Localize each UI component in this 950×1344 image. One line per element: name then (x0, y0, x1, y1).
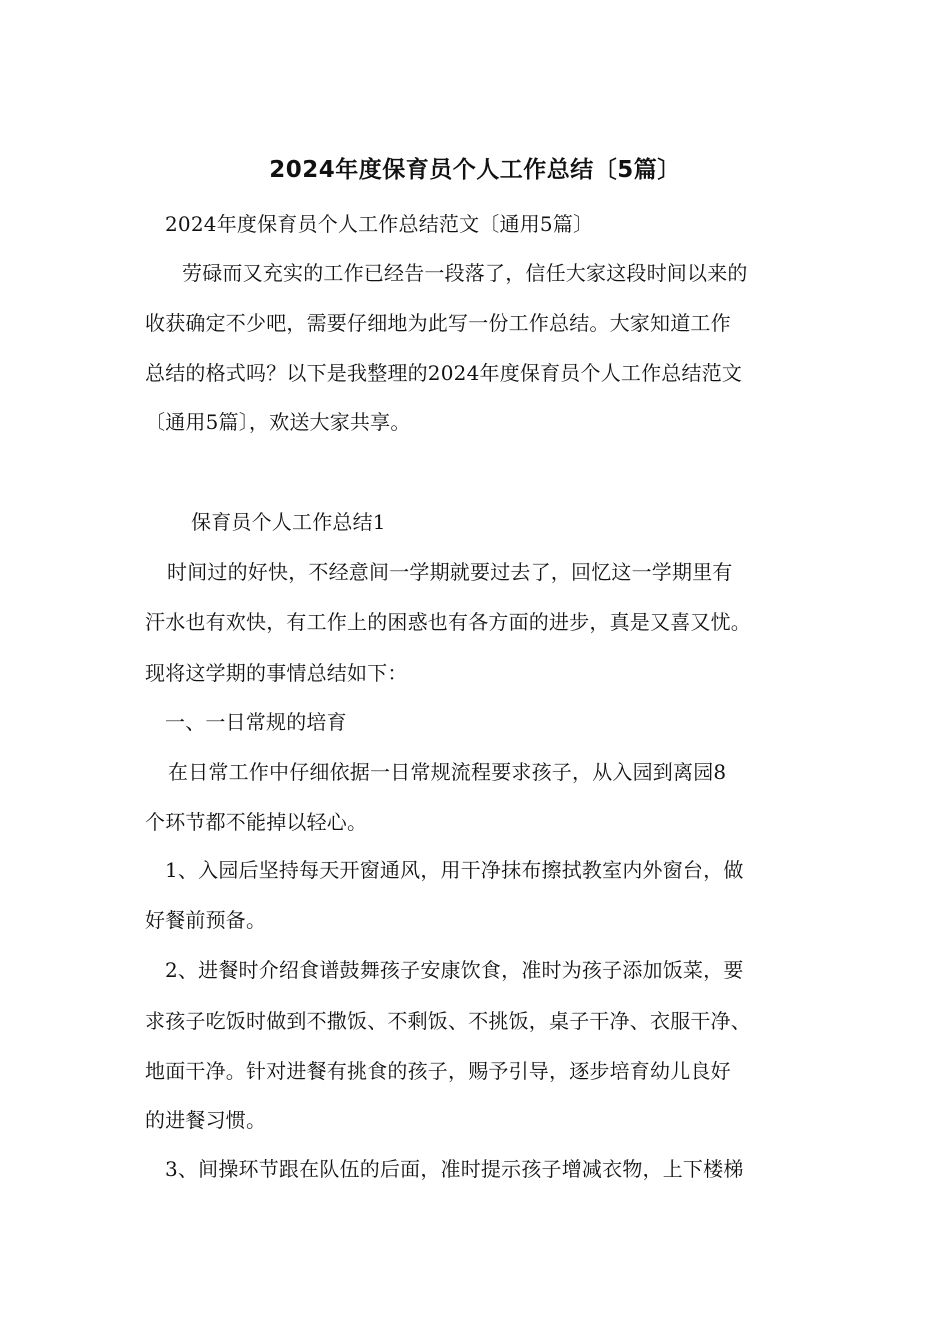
list-item-line: 1、入园后坚持每天开窗通风，用干净抹布擦拭教室内外窗台，做 (165, 858, 744, 882)
paragraph-line: 〔通用5篇〕，欢送大家共享。 (145, 410, 411, 434)
paragraph-line: 在日常工作中仔细依据一日常规流程要求孩子，从入园到离园8 (168, 760, 727, 784)
subsection-heading: 一、一日常规的培育 (165, 710, 347, 734)
subtitle-line: 2024年度保育员个人工作总结范文〔通用5篇〕 (165, 212, 594, 236)
section-heading: 保育员个人工作总结1 (191, 510, 386, 534)
document-title: 2024年度保育员个人工作总结〔5篇〕 (269, 157, 681, 183)
paragraph-line: 汗水也有欢快，有工作上的困惑也有各方面的进步，真是又喜又忧。 (145, 610, 751, 634)
paragraph-line: 时间过的好快，不经意间一学期就要过去了，回忆这一学期里有 (167, 560, 733, 584)
list-item-line: 2、进餐时介绍食谱鼓舞孩子安康饮食，准时为孩子添加饭菜，要 (165, 958, 744, 982)
paragraph-line: 收获确定不少吧，需要仔细地为此写一份工作总结。大家知道工作 (145, 311, 731, 335)
paragraph-line: 劳碌而又充实的工作已经告一段落了，信任大家这段时间以来的 (182, 261, 748, 285)
list-item-line: 3、间操环节跟在队伍的后面，准时提示孩子增减衣物，上下楼梯 (165, 1157, 744, 1181)
list-item-line: 地面干净。针对进餐有挑食的孩子，赐予引导，逐步培育幼儿良好 (145, 1059, 731, 1083)
list-item-line: 的进餐习惯。 (145, 1108, 267, 1132)
list-item-line: 求孩子吃饭时做到不撒饭、不剩饭、不挑饭，桌子干净、衣服干净、 (145, 1009, 751, 1033)
paragraph-line: 现将这学期的事情总结如下： (145, 661, 408, 685)
paragraph-line: 个环节都不能掉以轻心。 (145, 810, 368, 834)
paragraph-line: 总结的格式吗？以下是我整理的2024年度保育员个人工作总结范文 (145, 361, 743, 385)
list-item-line: 好餐前预备。 (145, 908, 267, 932)
